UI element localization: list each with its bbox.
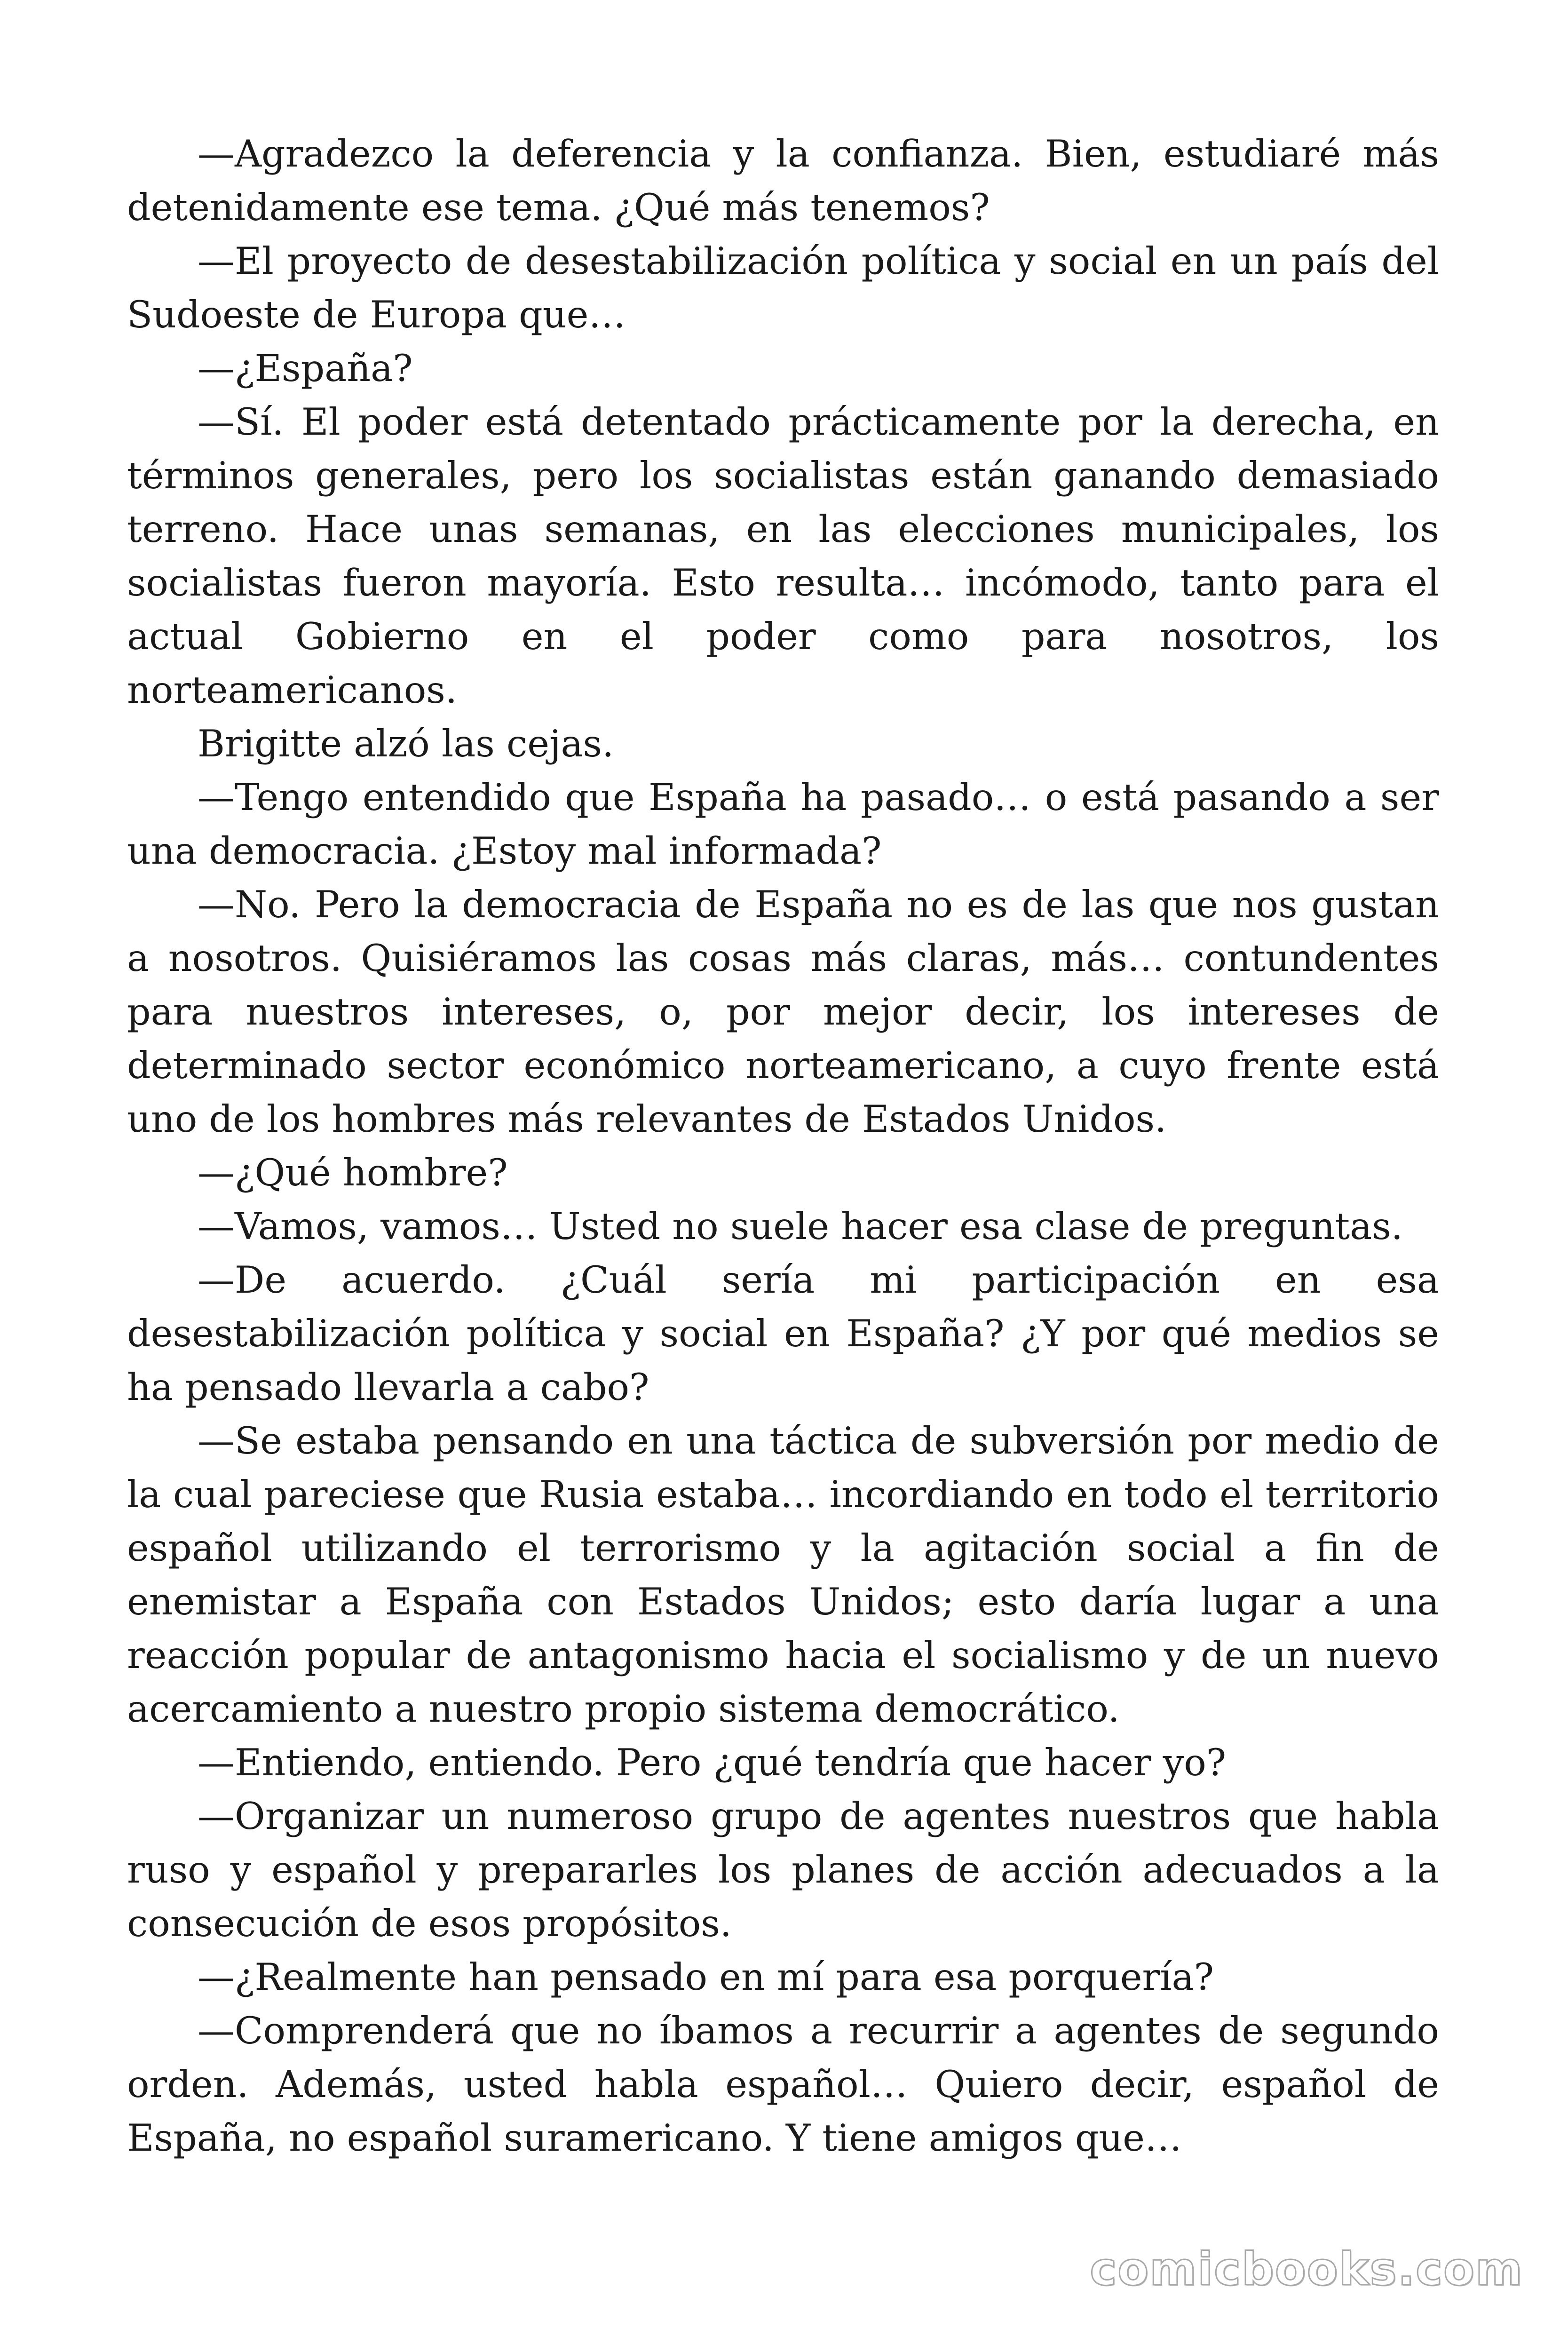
- paragraph: —¿España?: [198, 347, 413, 390]
- paragraph: —Agradezco la deferencia y la confianza. Bien, estudiaré más detenidamente ese tema. ¿Qué más tenemos?: [127, 132, 1439, 229]
- paragraph: —Vamos, vamos… Usted no suele hacer esa clase de preguntas.: [198, 1205, 1403, 1248]
- paragraph: —Comprenderá que no íbamos a recurrir a agentes de segundo orden. Además, usted habla español… Quiero decir, español de España, no español suramericano. Y tiene amigos que…: [127, 2009, 1439, 2160]
- paragraph: —Se estaba pensando en una táctica de subversión por medio de la cual pareciese que Rusia estaba… incordiando en todo el territorio español utilizando el terrorismo y la agitación social a fin de enemistar a España con Estados Unidos; esto daría lugar a una reacción popular de antagonismo hacia el socialismo y de un nuevo acercamiento a nuestro propio sistema democrático.: [127, 1419, 1439, 1731]
- book-page-text: [127, 127, 1439, 2165]
- paragraph: —Organizar un numeroso grupo de agentes nuestros que habla ruso y español y prepararles los planes de acción adecuados a la consecución de esos propósitos.: [127, 1795, 1439, 1945]
- paragraph: —¿Realmente han pensado en mí para esa porquería?: [198, 1955, 1214, 1999]
- watermark: comicbooks.com: [1090, 2243, 1523, 2296]
- paragraph: —El proyecto de desestabilización política y social en un país del Sudoeste de Europa que…: [127, 239, 1439, 336]
- paragraph: —Entiendo, entiendo. Pero ¿qué tendría que hacer yo?: [198, 1741, 1227, 1784]
- paragraph: —De acuerdo. ¿Cuál sería mi participación en esa desestabilización política y social en España? ¿Y por qué medios se ha pensado llevarla a cabo?: [127, 1258, 1439, 1409]
- paragraph: Brigitte alzó las cejas.: [198, 722, 614, 765]
- paragraph: —Sí. El poder está detentado prácticamente por la derecha, en términos generales, pero los socialistas están ganando demasiado terreno. Hace unas semanas, en las elecciones municipales, los socialistas fueron mayoría. Esto resulta… incómodo, tanto para el actual Gobierno en el poder como para nosotros, los norteamericanos.: [127, 400, 1439, 712]
- paragraph: —¿Qué hombre?: [198, 1151, 508, 1194]
- paragraph: —No. Pero la democracia de España no es de las que nos gustan a nosotros. Quisiéramos las cosas más claras, más… contundentes para nuestros intereses, o, por mejor decir, los intereses de determinado sector económico norteamericano, a cuyo frente está uno de los hombres más relevantes de Estados Unidos.: [127, 883, 1439, 1141]
- paragraph: —Tengo entendido que España ha pasado… o está pasando a ser una democracia. ¿Estoy mal informada?: [127, 776, 1439, 873]
